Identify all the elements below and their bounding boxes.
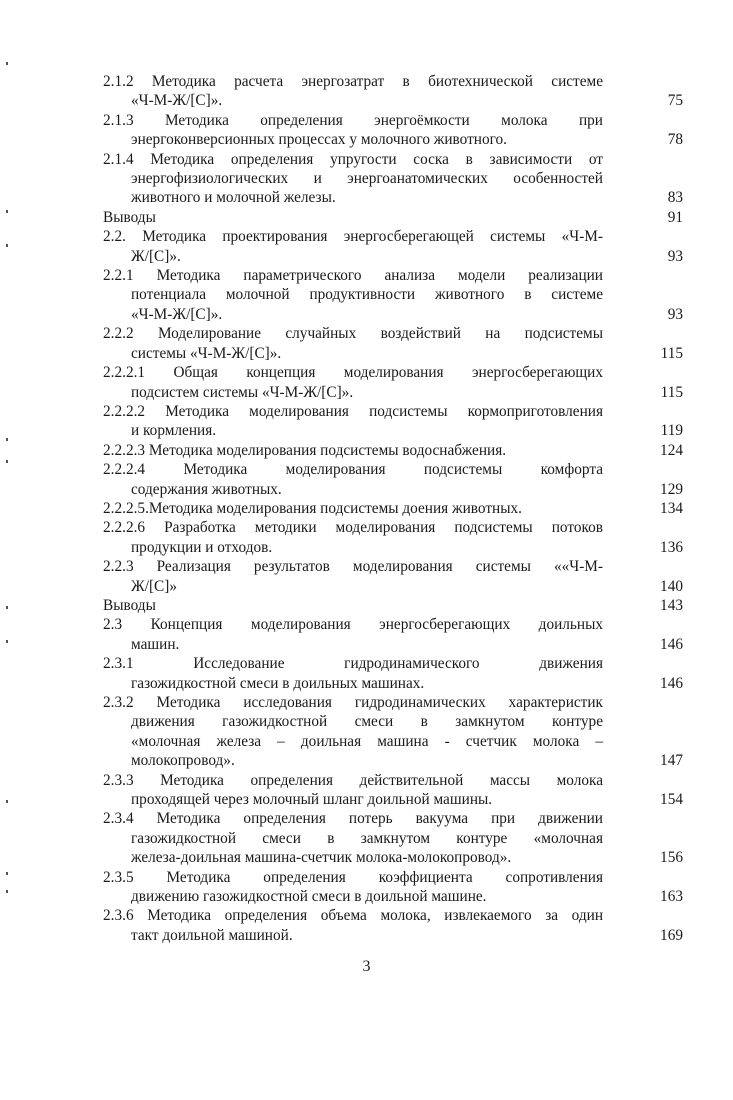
toc-entry-title [103,596,603,615]
toc-entry-title [103,868,603,907]
toc-entry-line: 2.2.2.1 Общая концепция моделирования энергосберегающих [103,364,603,382]
toc-entry [103,499,683,518]
toc-entry-line: газожидкостной смеси в замкнутом контуре «молочная [131,829,603,847]
scan-speck [6,62,8,65]
toc-entry [103,266,683,324]
toc-entry-title [103,499,603,518]
toc-entry-line: 2.1.4 Методика определения упругости соска в зависимости от [103,150,603,168]
toc-entry-line: 2.1.2 Методика расчета энергозатрат в биотехнической системе [103,73,603,90]
toc-entry-line: 2.3.1 Исследование гидродинамического движения [103,655,603,673]
toc-entry-line: Ж/[С]» [131,577,177,595]
toc-entry-line: 2.3.5 Методика определения коэффициента сопротивления [103,868,603,886]
toc-entry-line: такт доильной машиной. [131,926,293,944]
toc-entry-line: 2.3 Концепция моделирования энергосберегающих доильных [103,616,603,634]
toc-entry [103,809,683,867]
toc-entry [103,402,683,441]
toc-entry-line: 2.2.2.6 Разработка методики моделирования подсистемы потоков [103,519,603,537]
toc-entry-title [103,557,603,596]
toc-entry [103,693,683,771]
toc-entry-line: «молочная железа – доильная машина - счетчик молока – [131,732,603,750]
toc-entry [103,654,683,693]
scan-speck [6,460,8,463]
toc-entry-line: молокопровод». [131,752,235,770]
toc-entry-title [103,615,603,654]
toc-entry-line: продукции и отходов. [131,538,273,556]
toc-entry-title [103,324,603,363]
toc-entry-line: 2.3.4 Методика определения потерь вакуума при движении [103,810,603,828]
toc-entry-title [103,809,603,867]
toc-entry-title [103,441,603,460]
toc-entry-line: машин. [131,635,180,653]
table-of-contents [103,72,683,945]
toc-entry-line: «Ч-М-Ж/[С]». [131,92,223,110]
toc-entry-line: потенциала молочной продуктивности животного в системе [131,286,603,304]
scan-speck [6,606,8,609]
toc-entry-line: 2.2.2 Моделирование случайных воздействий на подсистемы [103,325,603,343]
toc-entry [103,868,683,907]
toc-entry [103,771,683,810]
toc-entry-line: 2.2.2.3 Методика моделирования подсистемы водоснабжения. [103,441,507,459]
toc-entry-line: 2.3.6 Методика определения объема молока, извлекаемого за один [103,907,603,925]
toc-entry-page: 143 [660,596,683,614]
toc-entry-page: 134 [660,499,683,517]
toc-entry-line: газожидкостной смеси в доильных машинах. [131,674,425,692]
scan-speck [6,872,8,875]
toc-entry-page: 78 [667,131,683,149]
toc-entry [103,208,683,227]
toc-entry-line: железа-доильная машина-счетчик молока-молокопровод». [131,849,512,867]
toc-entry-title [103,654,603,693]
toc-entry-title [103,363,603,402]
toc-entry-line: системы «Ч-М-Ж/[С]». [131,344,282,362]
toc-entry-line: проходящей через молочный шланг доильной машины. [131,791,493,809]
toc-entry-page: 147 [660,752,683,770]
toc-entry-line: Выводы [103,208,156,226]
toc-entry-page: 136 [660,538,683,556]
toc-entry-title [103,402,603,441]
toc-entry-title [103,111,603,150]
toc-entry-page: 124 [660,441,683,459]
toc-entry-title [103,518,603,557]
toc-entry-line: 2.3.2 Методика исследования гидродинамических характеристик [103,694,603,711]
toc-entry [103,150,683,208]
toc-entry-line: 2.2.1 Методика параметрического анализа модели реализации [103,267,603,285]
toc-entry-title [103,693,603,771]
toc-entry [103,460,683,499]
toc-entry-line: 2.2.2.2 Методика моделирования подсистемы кормоприготовления [103,402,603,420]
page-number: 3 [362,958,371,975]
toc-entry-page: 115 [660,383,683,401]
toc-entry-line: Ж/[С]». [131,247,181,265]
toc-entry [103,363,683,402]
toc-entry [103,324,683,363]
toc-entry-title [103,72,603,111]
toc-entry-line: 2.2.2.5.Методика моделирования подсистемы доения животных. [103,499,522,517]
toc-entry-title [103,150,603,208]
toc-entry [103,518,683,557]
toc-entry [103,596,683,615]
toc-entry-line: 2.2.3 Реализация результатов моделирования системы ««Ч-М- [103,558,603,576]
toc-entry-line: 2.1.3 Методика определения энергоёмкости молока при [103,111,603,129]
toc-entry-page: 129 [660,480,683,498]
toc-entry-page: 119 [660,422,683,440]
toc-entry-title [103,227,603,266]
toc-entry-page: 156 [660,849,683,867]
scan-speck [6,244,8,247]
toc-entry-line: животного и молочной железы. [131,189,336,207]
toc-entry-title [103,460,603,499]
toc-entry-page: 75 [667,92,683,110]
toc-entry [103,441,683,460]
scan-speck [6,800,8,803]
toc-entry-line: и кормления. [131,422,217,440]
toc-entry-line: 2.2. Методика проектирования энергосберегающей системы «Ч-М- [103,228,603,246]
toc-entry-page: 154 [660,791,683,809]
toc-entry-title [103,771,603,810]
toc-entry [103,72,683,111]
toc-entry-line: Выводы [103,596,156,614]
toc-entry-page: 146 [660,674,683,692]
toc-entry-title [103,266,603,324]
scan-speck [6,640,8,643]
toc-entry [103,557,683,596]
toc-entry [103,906,683,945]
toc-entry-line: подсистем системы «Ч-М-Ж/[С]». [131,383,354,401]
toc-entry-page: 115 [660,344,683,362]
toc-entry-line: «Ч-М-Ж/[С]». [131,305,223,323]
toc-entry-line: энергоконверсионных процессах у молочного животного. [131,131,507,149]
scan-speck [6,890,8,893]
toc-entry-line: движения газожидкостной смеси в замкнутом контуре [131,713,603,731]
toc-entry-line: 2.2.2.4 Методика моделирования подсистемы комфорта [103,461,603,479]
toc-entry-page: 146 [660,635,683,653]
toc-entry-line: содержания животных. [131,480,282,498]
scan-speck [6,210,8,213]
toc-entry-page: 140 [660,577,683,595]
toc-entry [103,227,683,266]
toc-entry-title [103,208,603,227]
toc-entry-page: 163 [660,888,683,906]
toc-entry-page: 93 [667,247,683,265]
scan-speck [6,438,8,441]
toc-entry [103,111,683,150]
toc-entry-page: 91 [667,208,683,226]
toc-entry-page: 93 [667,305,683,323]
toc-entry-line: движению газожидкостной смеси в доильной машине. [131,888,487,906]
toc-entry-line: энергофизиологических и энергоанатомических особенностей [131,170,603,188]
toc-entry-line: 2.3.3 Методика определения действительной массы молока [103,771,603,789]
toc-entry-title [103,906,603,945]
toc-entry [103,615,683,654]
toc-entry-page: 83 [667,189,683,207]
toc-entry-page: 169 [660,926,683,944]
